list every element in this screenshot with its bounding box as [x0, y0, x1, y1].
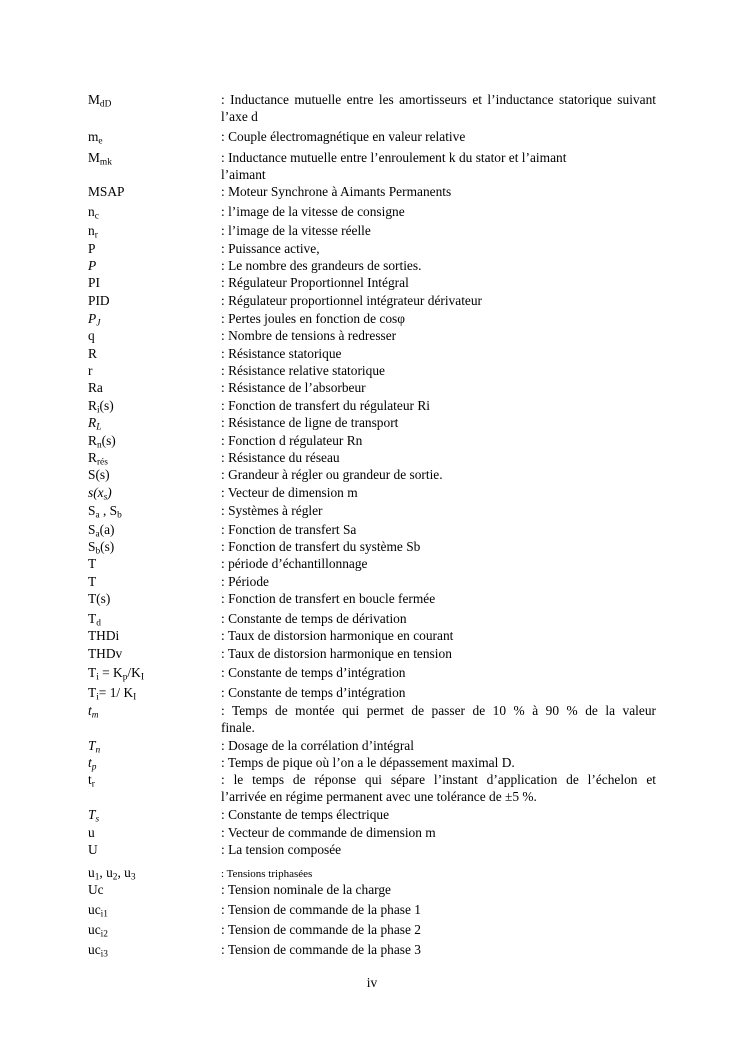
definition: : Fonction de transfert du régulateur Ri [221, 398, 430, 413]
definition: : le temps de réponse qui sépare l’instant d’application de l’échelon et l’arrivée en régime permanent avec une tolérance de ±5 %. [221, 772, 656, 804]
symbol: T [88, 556, 97, 571]
definition: : Tension nominale de la charge [221, 882, 391, 897]
definition: : La tension composée [221, 842, 342, 857]
symbol: $n_c$ [88, 204, 99, 222]
definition: : Constante de temps électrique [221, 807, 390, 822]
definition: : Résistance statorique [221, 346, 342, 361]
definition: : Inductance mutuelle entre les amortisseurs et l’inductance statorique suivant l’axe d [221, 92, 656, 124]
symbol: $T_d$ [88, 611, 101, 629]
definition: : Tensions triphasées [221, 868, 313, 880]
definition: : Régulateur proportionnel intégrateur dérivateur [221, 293, 483, 308]
definition: : Tension de commande de la phase 2 [221, 922, 421, 937]
symbol: $t_r$ [88, 772, 95, 790]
symbol: $P_J$ [88, 311, 101, 329]
symbol: $s(x_s)$ [88, 485, 112, 503]
definition: : Fonction de transfert Sa [221, 522, 357, 537]
symbol: $n_r$ [88, 223, 98, 241]
definition: : Moteur Synchrone à Aimants Permanents [221, 184, 452, 199]
symbol: $t_p$ [88, 755, 97, 773]
symbol: $R_n(s)$ [88, 433, 116, 451]
definition: : Temps de pique où l’on a le dépassement maximal D. [221, 755, 515, 770]
symbol: $T_s$ [88, 807, 100, 825]
symbol: r [88, 363, 93, 378]
definition: : Puissance active, [221, 241, 320, 256]
symbol: $R_{rés}$ [88, 450, 108, 468]
symbol: $M_{mk}$ [88, 150, 112, 168]
symbol: THDv [88, 646, 123, 661]
symbol: P [88, 258, 97, 273]
symbol: $R_i(s)$ [88, 398, 114, 416]
symbol: q [88, 328, 95, 343]
symbol: Uc [88, 882, 104, 897]
symbol: Ra [88, 380, 103, 395]
symbol: $S_a(a)$ [88, 522, 115, 540]
symbol: $uc_{i2}$ [88, 922, 108, 940]
definition: : Tension de commande de la phase 1 [221, 902, 421, 917]
definition: : Vecteur de commande de dimension m [221, 825, 436, 840]
symbol: U [88, 842, 98, 857]
symbol: $T_n$ [88, 738, 101, 756]
definition: : Fonction de transfert en boucle fermée [221, 591, 436, 606]
symbol: S(s) [88, 467, 110, 482]
symbol: $S_b(s)$ [88, 539, 115, 557]
page-number: iv [366, 975, 378, 990]
symbol: T [88, 574, 97, 589]
definition: : Temps de montée qui permet de passer de 10 % à 90 % de la valeur finale. [221, 703, 656, 735]
definition: : Constante de temps d’intégration [221, 685, 406, 700]
definition: : l’image de la vitesse réelle [221, 223, 371, 238]
symbol: $T_i= 1/$ $K_I$ [88, 685, 137, 703]
symbol: R [88, 346, 97, 361]
definition: : Nombre de tensions à redresser [221, 328, 397, 343]
symbol: $uc_{i1}$ [88, 902, 108, 920]
symbol: $M_{dD}$ [88, 92, 112, 110]
definition: : Résistance de ligne de transport [221, 415, 399, 430]
symbol: P [88, 241, 96, 256]
symbol: $t_m$ [88, 703, 99, 721]
definition: : Résistance de l’absorbeur [221, 380, 366, 395]
symbol: THDi [88, 628, 120, 643]
symbol: $uc_{i3}$ [88, 942, 108, 960]
definition: : Constante de temps d’intégration [221, 665, 406, 680]
definition: : Taux de distorsion harmonique en courant [221, 628, 454, 643]
symbol: $m_e$ [88, 129, 103, 147]
symbol: PID [88, 293, 110, 308]
symbol: $T_i = K_p/K_I$ [88, 665, 144, 683]
symbol: T(s) [88, 591, 111, 606]
definition: : Systèmes à régler [221, 503, 323, 518]
definition: : Grandeur à régler ou grandeur de sortie. [221, 467, 443, 482]
definition: : Fonction de transfert du système Sb [221, 539, 421, 554]
definition: : Dosage de la corrélation d’intégral [221, 738, 414, 753]
definition: : Résistance du réseau [221, 450, 340, 465]
symbol: u [88, 825, 95, 840]
definition: : Tension de commande de la phase 3 [221, 942, 421, 957]
symbol: $R_L$ [88, 415, 102, 433]
definition: : Résistance relative statorique [221, 363, 385, 378]
definition: : Période [221, 574, 269, 589]
definition: : période d’échantillonnage [221, 556, 368, 571]
symbol: $S_a$ , $S_b$ [88, 503, 122, 521]
definition: : Vecteur de dimension m [221, 485, 358, 500]
definition: : Constante de temps de dérivation [221, 611, 407, 626]
symbol: PI [88, 275, 100, 290]
definition: : Taux de distorsion harmonique en tension [221, 646, 452, 661]
symbol: $u_1$, $u_2$, $u_3$ [88, 865, 136, 883]
definition: : Pertes joules en fonction de cosφ [221, 311, 405, 326]
symbol: MSAP [88, 184, 125, 199]
definition: : Régulateur Proportionnel Intégral [221, 275, 409, 290]
definition: : Inductance mutuelle entre l’enroulement k du stator et l’aimant l’aimant [221, 150, 567, 182]
definition: : Couple électromagnétique en valeur relative [221, 129, 466, 144]
definition: : Le nombre des grandeurs de sorties. [221, 258, 422, 273]
definition: : Fonction d régulateur Rn [221, 433, 363, 448]
definition: : l’image de la vitesse de consigne [221, 204, 405, 219]
